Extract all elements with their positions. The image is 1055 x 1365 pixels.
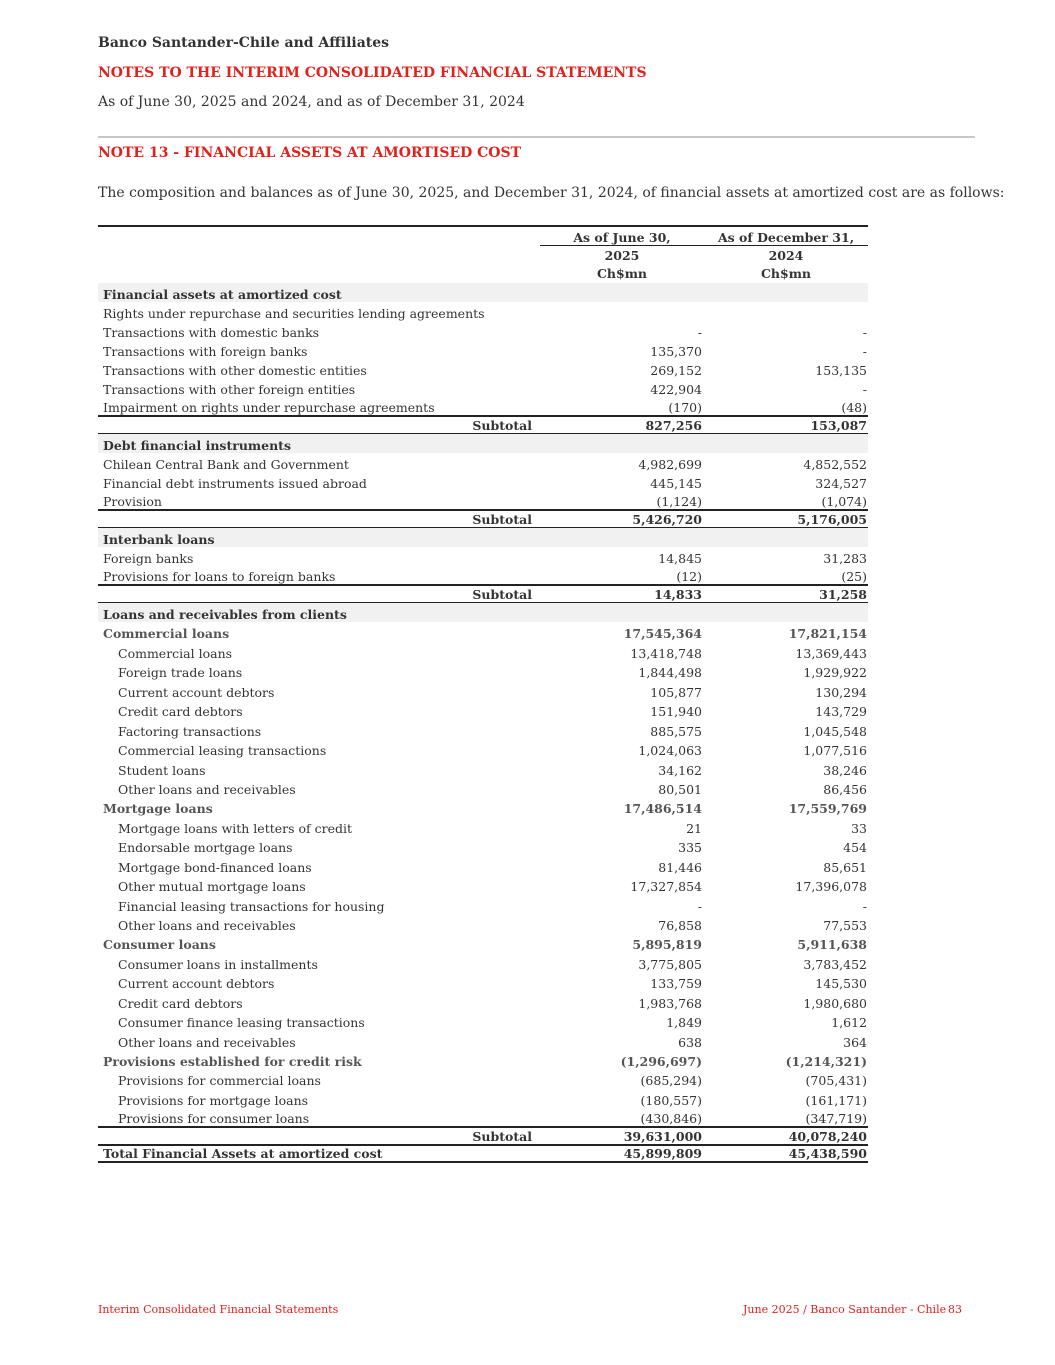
value-2024: 13,369,443	[795, 645, 867, 661]
value-2024: 1,045,548	[803, 723, 867, 739]
value-2025: -	[697, 325, 702, 340]
table-row	[98, 1011, 868, 1031]
notes-title: NOTES TO THE INTERIM CONSOLIDATED FINANCIAL STATEMENTS	[98, 65, 647, 81]
value-2024: 17,821,154	[788, 626, 867, 641]
row-label: Transactions with other domestic entities	[103, 363, 367, 378]
table-row	[98, 719, 868, 739]
value-2024: (25)	[841, 569, 867, 584]
value-2024: 454	[843, 840, 867, 855]
value-2025: 827,256	[645, 418, 702, 433]
table-row	[98, 641, 868, 661]
value-2025: 151,940	[650, 704, 702, 719]
value-2025: 45,899,809	[623, 1146, 702, 1161]
col2-year: 2024	[768, 248, 804, 263]
value-2024: 5,176,005	[797, 512, 867, 527]
section-row	[98, 283, 868, 302]
value-2024: 1,929,922	[803, 665, 867, 680]
value-2025: (1,124)	[656, 494, 702, 509]
table-row	[98, 1050, 868, 1069]
col2-header: As of December 31,	[704, 230, 868, 246]
value-2024: 143,729	[815, 704, 867, 719]
value-2025: 3,775,805	[638, 956, 702, 972]
table-row	[98, 472, 868, 491]
company-name: Banco Santander-Chile and Affiliates	[98, 35, 390, 51]
table-row	[98, 952, 868, 972]
row-label: Transactions with foreign banks	[103, 344, 308, 359]
row-label: Mortgage bond-financed loans	[118, 859, 312, 875]
value-2024: 33	[851, 820, 867, 836]
subtotal-row	[98, 510, 868, 528]
value-2025: -	[697, 898, 702, 914]
row-label: Commercial loans	[103, 626, 230, 641]
row-label: Chilean Central Bank and Government	[103, 457, 349, 472]
column-header-row-2	[98, 246, 868, 263]
value-2025: 335	[678, 840, 702, 855]
row-label: Consumer finance leasing transactions	[118, 1015, 365, 1030]
table-row	[98, 778, 868, 798]
row-label: Commercial leasing transactions	[118, 743, 327, 758]
table-row	[98, 875, 868, 895]
table-row	[98, 855, 868, 875]
value-2024: 1,980,680	[803, 995, 867, 1011]
value-2025: 638	[678, 1034, 702, 1050]
table-row	[98, 566, 868, 585]
value-2025: 269,152	[650, 363, 702, 378]
value-2024: 324,527	[815, 476, 867, 491]
value-2024: 85,651	[823, 859, 867, 875]
row-label: Foreign trade loans	[118, 665, 243, 680]
period-text: As of June 30, 2025 and 2024, and as of December 31, 2024	[98, 94, 525, 110]
col2-unit: Ch$mn	[760, 266, 812, 281]
row-label: Subtotal	[472, 418, 532, 433]
value-2025: 14,833	[654, 587, 702, 602]
value-2025: 133,759	[650, 976, 702, 991]
financial-assets-table	[98, 225, 868, 1163]
value-2024: -	[862, 325, 867, 340]
subtotal-row	[98, 1127, 868, 1145]
value-2025: (180,557)	[640, 1092, 702, 1108]
column-header-row-3	[98, 263, 868, 283]
table-row	[98, 491, 868, 510]
value-2025: 1,844,498	[638, 665, 702, 680]
row-label: Provisions established for credit risk	[103, 1053, 362, 1069]
row-label: Other mutual mortgage loans	[118, 879, 306, 894]
table-row	[98, 680, 868, 700]
table-row	[98, 1030, 868, 1050]
value-2025: 76,858	[658, 918, 702, 933]
column-header-row-1	[98, 227, 868, 246]
row-label: Foreign banks	[103, 551, 194, 566]
value-2024: 86,456	[823, 782, 867, 797]
row-label: Financial leasing transactions for housing	[118, 898, 385, 914]
row-label: Other loans and receivables	[118, 1034, 296, 1050]
table-row	[98, 453, 868, 472]
value-2024: -	[862, 382, 867, 397]
value-2024: (161,171)	[805, 1092, 867, 1108]
value-2024: -	[862, 898, 867, 914]
value-2024: -	[862, 344, 867, 359]
value-2025: 81,446	[658, 859, 702, 875]
header-divider	[98, 136, 975, 138]
value-2025: 445,145	[650, 476, 702, 491]
row-label: Total Financial Assets at amortized cost	[103, 1146, 383, 1161]
value-2024: 130,294	[815, 684, 867, 700]
value-2025: 4,982,699	[638, 457, 702, 472]
value-2024: 38,246	[823, 762, 867, 778]
table-row	[98, 914, 868, 934]
value-2024: 1,077,516	[803, 743, 867, 758]
row-label: Consumer loans	[103, 937, 216, 952]
row-label: Provisions for consumer loans	[118, 1111, 310, 1126]
value-2025: 21	[686, 820, 702, 836]
value-2025: 1,983,768	[638, 995, 702, 1011]
row-label: Current account debtors	[118, 976, 275, 991]
table-body	[98, 283, 868, 1163]
table-row	[98, 661, 868, 681]
value-2024: 153,135	[815, 363, 867, 378]
section-row	[98, 434, 868, 453]
value-2024: 17,396,078	[795, 879, 867, 894]
section-row	[98, 603, 868, 622]
value-2024: 77,553	[823, 918, 867, 933]
table-row	[98, 321, 868, 340]
table-row	[98, 1108, 868, 1128]
value-2025: 135,370	[650, 344, 702, 359]
value-2024: (1,074)	[821, 494, 867, 509]
value-2025: 34,162	[658, 762, 702, 778]
subtotal-row	[98, 585, 868, 603]
table-row	[98, 894, 868, 914]
intro-paragraph: The composition and balances as of June 30, 2025, and December 31, 2024, of financial assets at amortized cost are as follows:	[98, 185, 1005, 201]
row-label: Interbank loans	[103, 532, 215, 547]
value-2024: 31,258	[819, 587, 867, 602]
row-label: Rights under repurchase and securities lending agreements	[103, 306, 485, 321]
table-row	[98, 1088, 868, 1108]
table-row	[98, 972, 868, 992]
row-label: Transactions with domestic banks	[103, 325, 320, 340]
table-row	[98, 547, 868, 566]
table-row	[98, 622, 868, 641]
value-2024: (705,431)	[805, 1073, 867, 1088]
table-row	[98, 1069, 868, 1089]
row-label: Current account debtors	[118, 684, 275, 700]
table-row	[98, 378, 868, 397]
table-row	[98, 359, 868, 378]
row-label: Subtotal	[472, 587, 532, 602]
row-label: Consumer loans in installments	[118, 956, 318, 972]
value-2024: 364	[843, 1034, 867, 1050]
table-row	[98, 816, 868, 836]
row-label: Mortgage loans	[103, 801, 213, 816]
table-row	[98, 758, 868, 778]
row-label: Financial debt instruments issued abroad	[103, 476, 367, 491]
value-2024: 17,559,769	[788, 801, 867, 816]
table-row	[98, 340, 868, 359]
value-2024: 145,530	[815, 976, 867, 991]
value-2024: 153,087	[810, 418, 867, 433]
table-row	[98, 797, 868, 816]
row-label: Transactions with other foreign entities	[103, 382, 356, 397]
table-row	[98, 739, 868, 759]
value-2025: (1,296,697)	[620, 1053, 702, 1069]
section-row	[98, 528, 868, 547]
value-2024: 31,283	[823, 551, 867, 566]
value-2025: 1,024,063	[638, 743, 702, 758]
value-2024: (347,719)	[805, 1111, 867, 1126]
row-label: Subtotal	[472, 1129, 532, 1144]
value-2025: 14,845	[658, 551, 702, 566]
row-label: Other loans and receivables	[118, 918, 296, 933]
value-2024: 1,612	[831, 1015, 867, 1030]
footer-right: June 2025 / Banco Santander - Chile	[743, 1303, 947, 1316]
value-2024: 45,438,590	[788, 1146, 867, 1161]
page-number: 83	[948, 1303, 962, 1316]
row-label: Other loans and receivables	[118, 782, 296, 797]
value-2024: (1,214,321)	[785, 1053, 867, 1069]
row-label: Debt financial instruments	[103, 438, 291, 453]
value-2024: (48)	[841, 400, 867, 415]
value-2025: (430,846)	[640, 1111, 702, 1126]
value-2025: 422,904	[650, 382, 702, 397]
value-2025: 105,877	[650, 684, 702, 700]
table-row	[98, 991, 868, 1011]
row-label: Commercial loans	[118, 645, 233, 661]
row-label: Endorsable mortgage loans	[118, 840, 293, 855]
row-label: Provision	[103, 494, 162, 509]
col1-header: As of June 30,	[540, 230, 704, 246]
value-2025: 17,486,514	[623, 801, 702, 816]
table-row	[98, 933, 868, 952]
value-2025: 1,849	[666, 1015, 702, 1030]
col1-unit: Ch$mn	[596, 266, 648, 281]
table-row	[98, 700, 868, 720]
row-label: Financial assets at amortized cost	[103, 287, 342, 302]
value-2024: 5,911,638	[797, 937, 867, 952]
row-label: Provisions for commercial loans	[118, 1073, 321, 1088]
row-label: Provisions for mortgage loans	[118, 1092, 309, 1108]
value-2025: (12)	[676, 569, 702, 584]
value-2024: 3,783,452	[803, 956, 867, 972]
value-2025: 5,426,720	[632, 512, 702, 527]
value-2024: 40,078,240	[788, 1129, 867, 1144]
value-2025: 885,575	[650, 723, 702, 739]
table-row	[98, 302, 868, 321]
value-2025: 5,895,819	[632, 937, 702, 952]
row-label: Subtotal	[472, 512, 532, 527]
row-label: Mortgage loans with letters of credit	[118, 820, 353, 836]
table-row	[98, 836, 868, 856]
row-label: Impairment on rights under repurchase agreements	[103, 400, 435, 415]
note-title: NOTE 13 - FINANCIAL ASSETS AT AMORTISED COST	[98, 145, 522, 161]
value-2025: 80,501	[658, 782, 702, 797]
row-label: Credit card debtors	[118, 704, 243, 719]
value-2025: 13,418,748	[630, 645, 702, 661]
subtotal-row	[98, 416, 868, 434]
table-row	[98, 397, 868, 416]
value-2025: (685,294)	[640, 1073, 702, 1088]
row-label: Provisions for loans to foreign banks	[103, 569, 336, 584]
row-label: Credit card debtors	[118, 995, 243, 1011]
value-2024: 4,852,552	[803, 457, 867, 472]
footer-left: Interim Consolidated Financial Statements	[98, 1303, 339, 1316]
value-2025: (170)	[668, 400, 702, 415]
value-2025: 39,631,000	[623, 1129, 702, 1144]
col1-year: 2025	[604, 248, 640, 263]
row-label: Factoring transactions	[118, 723, 262, 739]
value-2025: 17,327,854	[630, 879, 702, 894]
value-2025: 17,545,364	[623, 626, 702, 641]
total-row	[98, 1145, 868, 1163]
row-label: Loans and receivables from clients	[103, 607, 347, 622]
row-label: Student loans	[118, 762, 206, 778]
